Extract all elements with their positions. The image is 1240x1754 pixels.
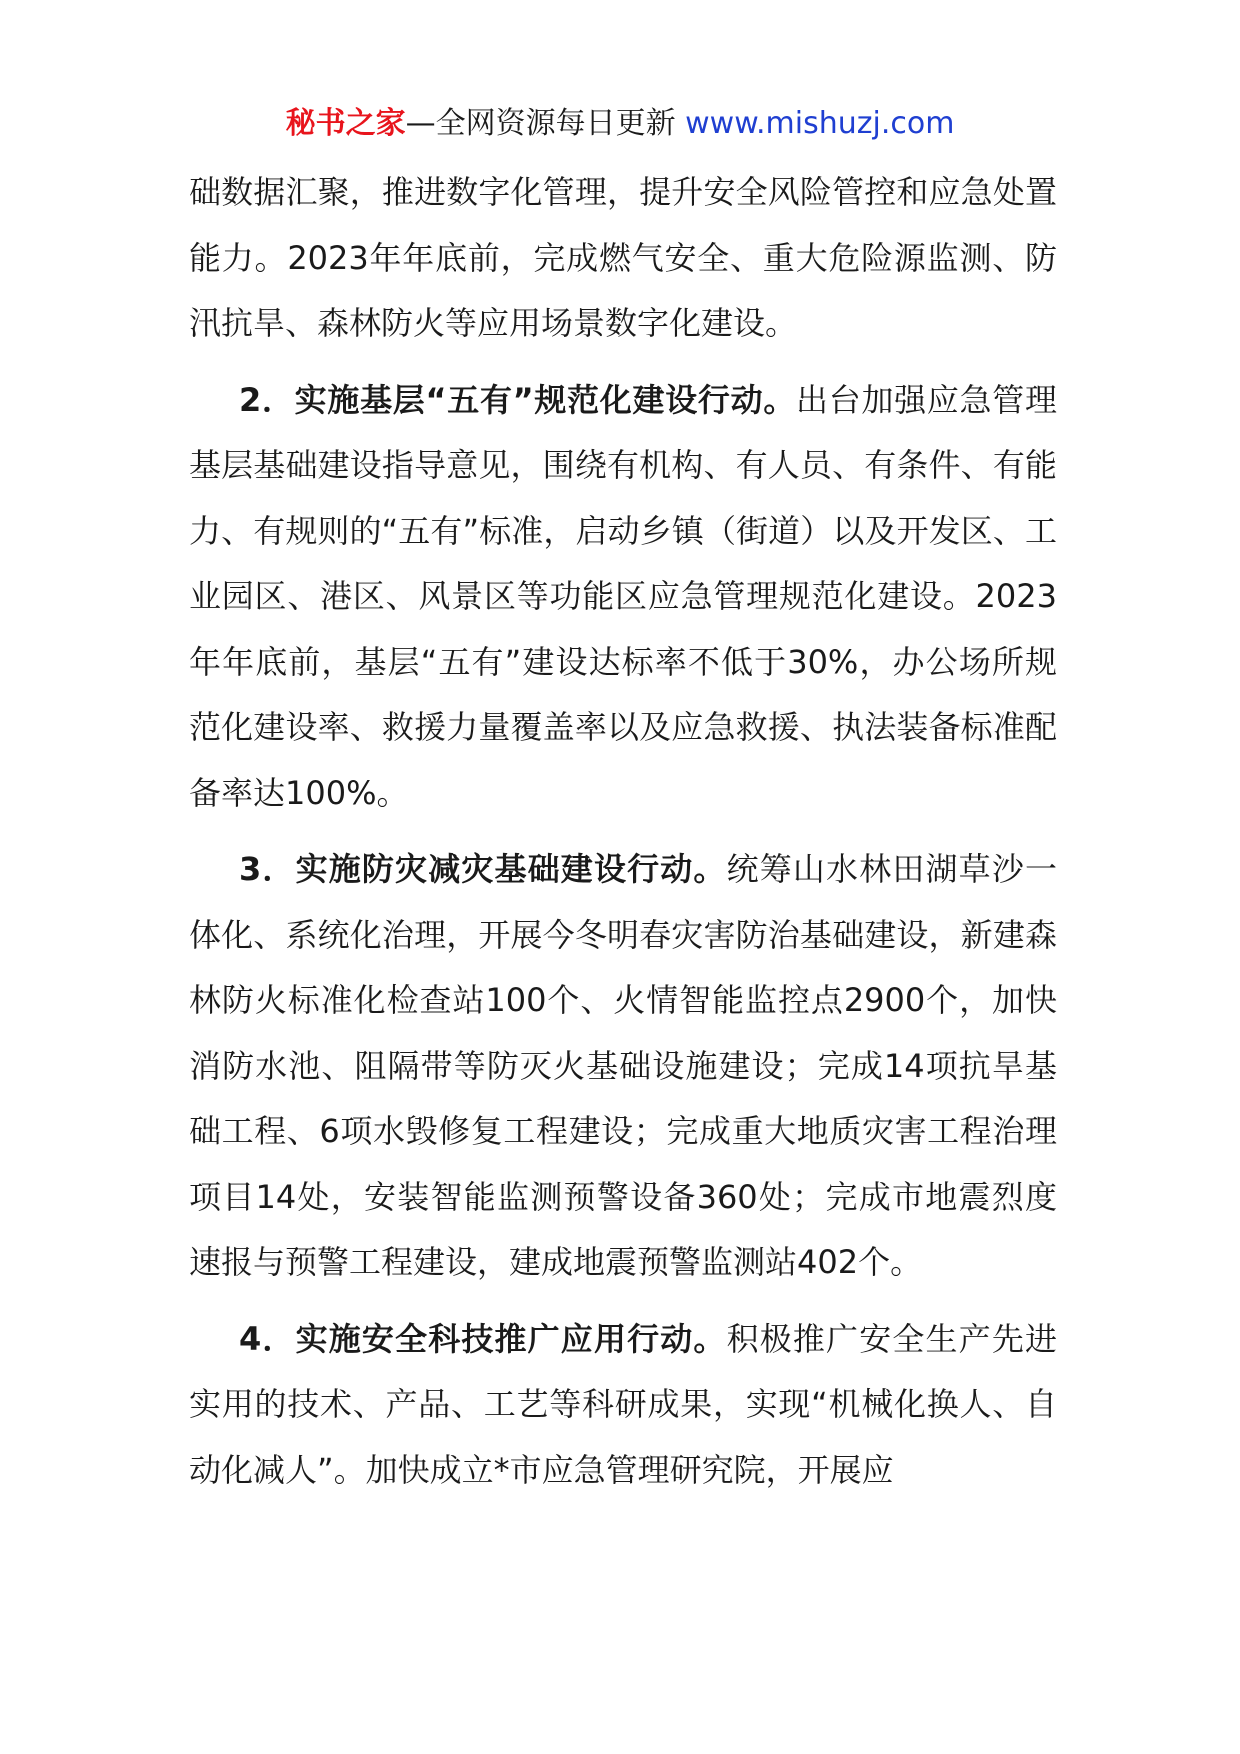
page-header [0,104,1240,144]
paragraph-body: 出台加强应急管理基层基础建设指导意见，围绕有机构、有人员、有条件、有能力、有规则的“五有”标准，启动乡镇（街道）以及开发区、工业园区、港区、风景区等功能区应急管理规范化建设。2023年年底前，基层“五有”建设达标率不低于30%，办公场所规范化建设率、救援力量覆盖率以及应急救援、执法装备标准配备率达100%。 [189,380,1057,812]
header-url-link[interactable]: www.mishuzj.com [685,106,955,141]
paragraph-item-3 [189,837,1057,1296]
header-tagline: —全网资源每日更新 [405,106,676,141]
document-body [189,160,1057,1503]
paragraph-item-2 [189,368,1057,827]
header-brand: 秘书之家 [285,106,406,141]
paragraph-item-4 [189,1307,1057,1504]
paragraph-heading: 3．实施防灾减灾基础建设行动。 [239,850,727,888]
paragraph-body: 统筹山水林田湖草沙一体化、系统化治理，开展今冬明春灾害防治基础建设，新建森林防火标准化检查站100个、火情智能监控点2900个，加快消防水池、阻隔带等防灭火基础设施建设；完成14项抗旱基础工程、6项水毁修复工程建设；完成重大地质灾害工程治理项目14处，安装智能监测预警设备360处；完成市地震烈度速报与预警工程建设，建成地震预警监测站402个。 [189,850,1057,1281]
paragraph-body: 积极推广安全生产先进实用的技术、产品、工艺等科研成果，实现“机械化换人、自动化减人”。加快成立*市应急管理研究院，开展应 [189,1319,1057,1489]
paragraph-heading: 2．实施基层“五有”规范化建设行动。 [239,380,797,419]
paragraph-heading: 4．实施安全科技推广应用行动。 [239,1319,727,1358]
paragraph-body: 础数据汇聚，推进数字化管理，提升安全风险管控和应急处置能力。2023年年底前，完成燃气安全、重大危险源监测、防汛抗旱、森林防火等应用场景数字化建设。 [189,173,1057,342]
paragraph-continuation [189,160,1057,357]
